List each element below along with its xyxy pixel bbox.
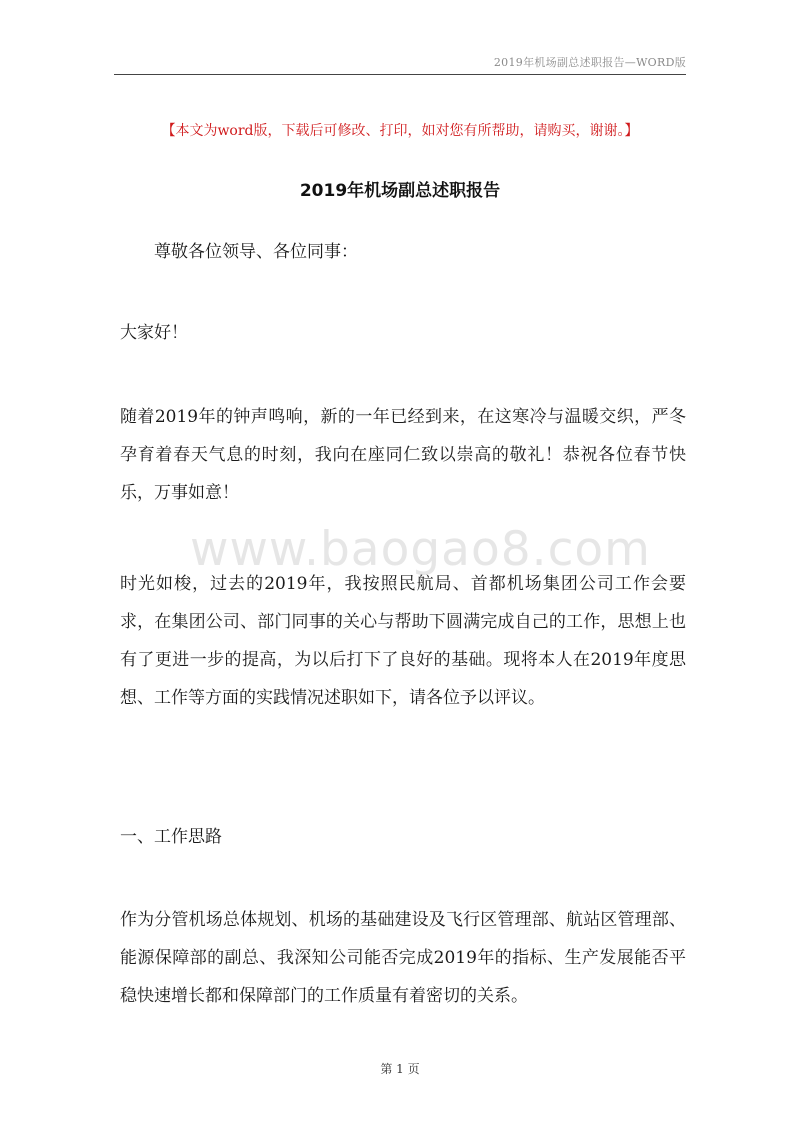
running-header: 2019年机场副总述职报告—WORD版 [493, 56, 686, 69]
page-number: 第 1 页 [380, 1062, 420, 1076]
purchase-notice: 【本文为word版，下载后可修改、打印，如对您有所帮助，请购买，谢谢。】 [161, 123, 639, 139]
paragraph-responsibilities: 作为分管机场总体规划、机场的基础建设及飞行区管理部、航站区管理部、能源保障部的副总、我深知公司能否完成2019年的指标、生产发展能否平稳快速增长都和保障部门的工作质量有着密切的关系。 [120, 910, 686, 1006]
greeting: 大家好！ [120, 323, 188, 343]
section-heading-work-ideas: 一、工作思路 [120, 827, 222, 847]
paragraph-review: 时光如梭，过去的2019年，我按照民航局、首都机场集团公司工作会要求，在集团公司、部门同事的关心与帮助下圆满完成自己的工作，思想上也有了更进一步的提高，为以后打下了良好的基础。现将本人在2019年度思想、工作等方面的实践情况述职如下，请各位予以评议。 [120, 574, 686, 708]
watermark: www.baogao8.com [190, 522, 651, 577]
document-title: 2019年机场副总述职报告 [299, 181, 501, 201]
paragraph-new-year: 随着2019年的钟声鸣响，新的一年已经到来，在这寒冷与温暖交织，严冬孕育着春天气息的时刻，我向在座同仁致以崇高的敬礼！恭祝各位春节快乐，万事如意！ [120, 407, 686, 503]
header-divider [114, 74, 686, 75]
salutation: 尊敬各位领导、各位同事： [154, 242, 358, 262]
